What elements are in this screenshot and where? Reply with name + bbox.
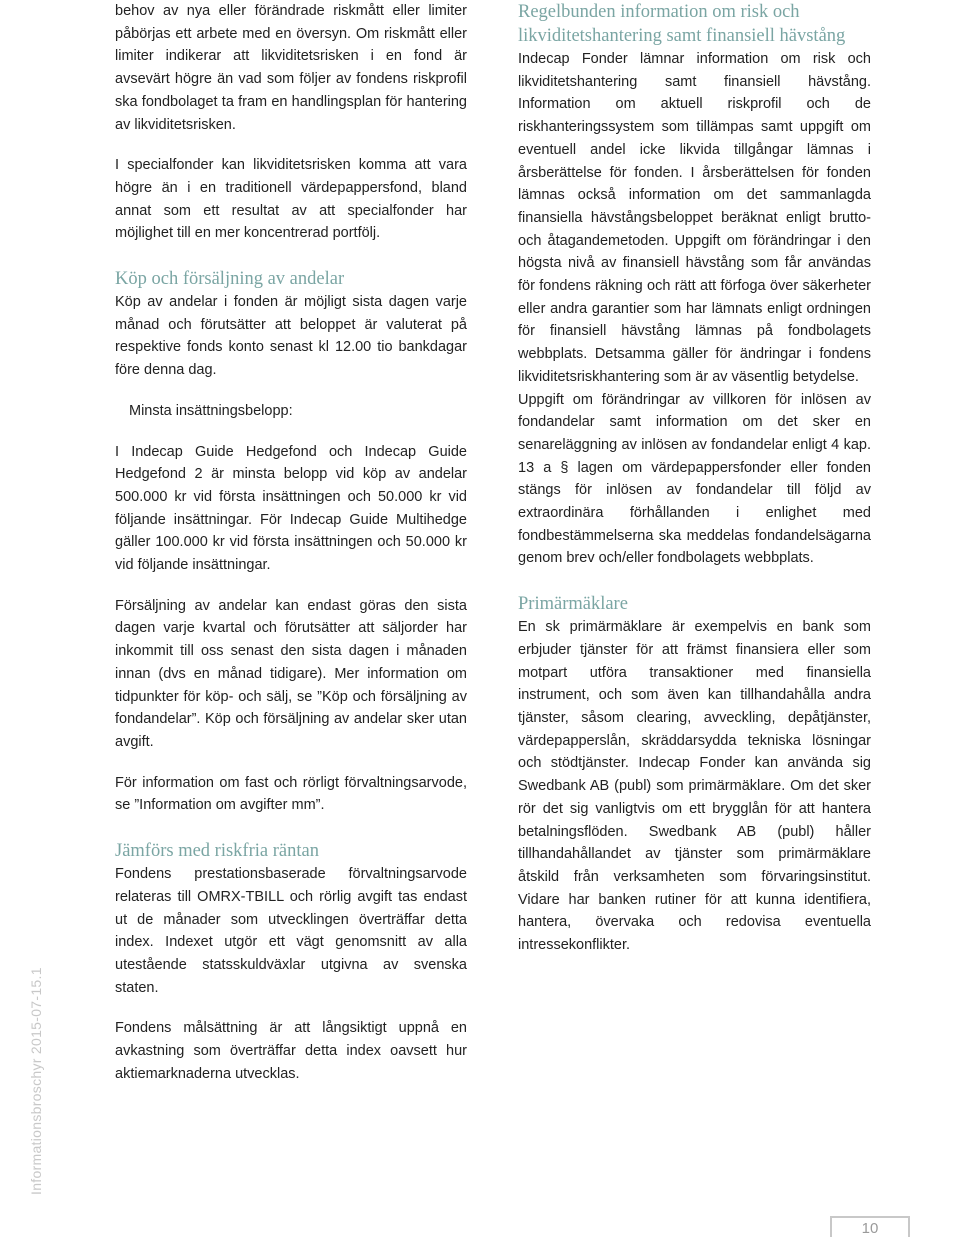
right-paragraph-3: En sk primärmäklare är exempelvis en bank som erbjuder tjänster för att främst finansiera eller som motpart utföra transaktioner med finansiella instrument, och som även kan tillhandahålla andra tjänster, såsom clearing, avveckling, depåtjänster, värdepapperslån, skräddarsydda tekniska lösningar och stödtjänster. Indecap Fonder kan använda sig Swedbank AB (publ) som primärmäklare. Om det sker rör det sig vanligtvis om ett brygglån för att hantera betalningsflöden. Swedbank AB (publ) håller tillhandahållandet av tjänster som primärmäklare åtskild från verksamheten som förvaringsinstitut. Vidare har banken rutiner för att kunna identifiera, hantera, övervaka och redovisa eventuella intressekonflikter. [518, 619, 871, 954]
left-paragraph-2: I specialfonder kan likviditetsrisken komma att vara högre än i en traditionell värdepappersfond, bland annat som ett resultat av att specialfonder har möjlighet till en mer koncentrerad portfölj. [115, 157, 467, 242]
left-paragraph-8: Fondens prestationsbaserade förvaltningsarvode relateras till OMRX-TBILL och rörlig avgift tas endast ut de månader som utvecklingen överträffar detta index. Indexet utgör ett vägt genomsnitt av alla utestående statsskuldväxlar utgivna av svenska staten. [115, 866, 467, 996]
heading-jamfors-med-riskfria-rantan: Jämförs med riskfria räntan [115, 841, 319, 862]
left-paragraph-1: behov av nya eller förändrade riskmått eller limiter påbörjas ett arbete med en översyn. Om riskmått eller limiter indikerar att likviditetsrisken i en fond är avsevärt högre än vad som följer av fondens riskprofil ska fondbolaget ta fram en handlingsplan för hantering av likviditetsrisken. [115, 3, 467, 133]
right-paragraph-1: Indecap Fonder lämnar information om risk och likviditetshantering samt finansiell hävstång. Information om aktuell riskprofil och de riskhanteringssystem som tillämpas samt uppgift om eventuell andel icke likvida tillgångar lämnas i årsberättelse för fonden. I årsberättelsen för fonden lämnas också information om det sammanlagda finansiella hävstångsbeloppet beräknat enligt brutto- och åtagandemetoden. Uppgift om förändringar i den högsta nivå av finansiell hävstång som får användas för fondens räkning och rätt att förfoga över säkerheter eller andra garantier som har lämnats enligt ordningen för finansiell hävstång lämnas på fondbolagets webbplats. Detsamma gäller för ändringar i fondens likviditetsriskhantering som är av väsentlig betydelse. [518, 51, 871, 385]
right-paragraph-2: Uppgift om förändringar av villkoren för inlösen av fondandelar samt information om det sker en senareläggning av inlösen av fondandelar enligt 4 kap. 13 a § lagen om värdepappersfonder eller fonden stängs för inlösen av fondandelar till följd av extraordinära förhållanden i enlighet med fondbestämmelserna ska meddelas fondandelsägarna genom brev och/eller fondbolagets webbplats. [518, 391, 871, 567]
heading-kop-och-forsaljning: Köp och försäljning av andelar [115, 269, 345, 290]
sidebar-text: Informationsbroschyr 2015-07-15.1 [28, 967, 44, 1195]
left-paragraph-3: Köp av andelar i fonden är möjligt sista dagen varje månad och förutsätter att beloppet är valuterat på respektive fonds konto senast kl 12.00 tio bankdagar före denna dag. [115, 294, 467, 379]
left-column [115, 0, 467, 1085]
left-paragraph-7: För information om fast och rörligt förvaltningsarvode, se ”Information om avgifter mm”. [115, 774, 467, 814]
heading-regelbunden-information: Regelbunden information om risk och likviditetshantering samt finansiell hävstång [518, 2, 846, 46]
left-paragraph-5: I Indecap Guide Hedgefond och Indecap Guide Hedgefond 2 är minsta belopp vid köp av andelar 500.000 kr vid första insättningen och 50.000 kr vid följande insättningar. För Indecap Guide Multihedge gäller 100.000 kr vid första insättningen och 50.000 kr vid följande insättningar. [115, 443, 467, 574]
left-paragraph-6: Försäljning av andelar kan endast göras den sista dagen varje kvartal och förutsätter att säljorder har inkommit till oss senast den sista dagen i månaden innan (dvs en månad tidigare). Mer information om tidpunkter för köp- och sälj, se ”Köp och försäljning av fondandelar”. Köp och försäljning av andelar sker utan avgift. [115, 597, 467, 750]
sidebar-document-label [28, 967, 48, 1205]
heading-primarmaklare: Primärmäklare [518, 594, 628, 615]
page-number: 10 [830, 1216, 910, 1237]
left-paragraph-4: Minsta insättningsbelopp: [129, 402, 293, 419]
right-column [518, 0, 871, 957]
left-paragraph-9: Fondens målsättning är att långsiktigt uppnå en avkastning som överträffar detta index oavsett hur aktiemarknaderna utvecklas. [115, 1020, 467, 1082]
